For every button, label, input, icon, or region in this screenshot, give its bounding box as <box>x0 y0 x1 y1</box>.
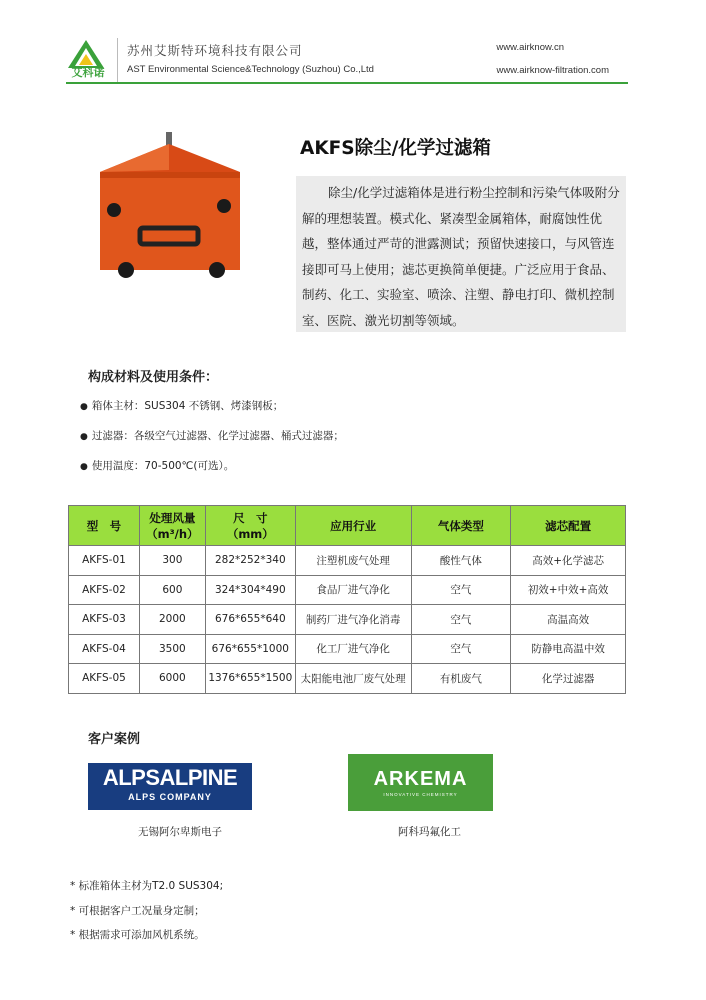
table-row <box>69 664 626 694</box>
product-description: 除尘/化学过滤箱体是进行粉尘控制和污染气体吸附分解的理想装置。模式化、紧凑型金属箱体，耐腐蚀性优越，整体通过严苛的泄露测试；预留快速接口，与风管连接即可马上使用；滤芯更换简单便捷。广泛应用于食品、制药、化工、实验室、喷涂、注塑、静电打印、微机控制室、医院、激光切割等领域。 <box>296 176 626 332</box>
table-row <box>69 634 626 664</box>
cell-industry: 化工厂进气净化 <box>295 634 411 664</box>
clients-title: 客户案例 <box>88 732 141 747</box>
header-gas-type: 气体类型 <box>411 506 511 546</box>
spec-table <box>68 505 626 694</box>
cell-size: 282*252*340 <box>205 546 295 576</box>
materials-title: 构成材料及使用条件： <box>88 370 219 385</box>
table-header-row <box>69 506 626 546</box>
arkema-logo <box>348 754 493 811</box>
cell-size: 676*655*640 <box>205 605 295 635</box>
arkema-logo-sub: INNOVATIVE CHEMISTRY <box>383 792 458 797</box>
company-name-cn: 苏州艾斯特环境科技有限公司 <box>127 43 303 58</box>
company-name-en: AST Environmental Science&Technology (Suzhou) Co.,Ltd <box>127 64 374 75</box>
table-row <box>69 575 626 605</box>
product-image <box>90 130 250 290</box>
cell-model: AKFS-05 <box>69 664 140 694</box>
header-rule <box>66 82 628 84</box>
materials-item: ● 箱体主材：SUS304 不锈钢、烤漆钢板； <box>80 400 284 412</box>
alps-logo-main: ALPSALPINE <box>102 765 238 790</box>
alps-logo <box>88 763 252 810</box>
cell-model: AKFS-03 <box>69 605 140 635</box>
alps-caption: 无锡阿尔卑斯电子 <box>138 826 222 838</box>
header-size: 尺 寸 （mm） <box>205 506 295 546</box>
bullet-icon: ● <box>80 462 88 472</box>
cell-size: 324*304*490 <box>205 575 295 605</box>
bullet-icon: ● <box>80 402 88 412</box>
website-filtration-link[interactable]: www.airknow-filtration.com <box>496 65 609 76</box>
cell-airflow: 300 <box>139 546 205 576</box>
cell-model: AKFS-04 <box>69 634 140 664</box>
materials-item: ● 使用温度：70-500℃(可选）。 <box>80 460 235 472</box>
logo-text: 艾科诺 <box>71 66 105 79</box>
arkema-caption: 阿科玛氟化工 <box>398 826 461 838</box>
website-link[interactable]: www.airknow.cn <box>496 42 564 53</box>
header-divider <box>117 38 118 82</box>
cell-gas-type: 空气 <box>411 605 511 635</box>
cell-airflow: 600 <box>139 575 205 605</box>
arkema-logo-main: ARKEMA <box>373 768 468 790</box>
cell-filter-config: 化学过滤器 <box>511 664 626 694</box>
cell-filter-config: 初效+中效+高效 <box>511 575 626 605</box>
materials-item: ● 过滤器：各级空气过滤器、化学过滤器、桶式过滤器； <box>80 430 344 442</box>
cell-gas-type: 酸性气体 <box>411 546 511 576</box>
cell-airflow: 2000 <box>139 605 205 635</box>
table-row <box>69 605 626 635</box>
header-airflow: 处理风量 （m³/h） <box>139 506 205 546</box>
cell-filter-config: 防静电高温中效 <box>511 634 626 664</box>
alps-logo-sub: ALPS COMPANY <box>128 792 212 802</box>
cell-airflow: 6000 <box>139 664 205 694</box>
header-model: 型 号 <box>69 506 140 546</box>
table-row <box>69 546 626 576</box>
cell-filter-config: 高效+化学滤芯 <box>511 546 626 576</box>
product-title: AKFS除尘/化学过滤箱 <box>300 138 491 159</box>
cell-gas-type: 有机废气 <box>411 664 511 694</box>
cell-gas-type: 空气 <box>411 634 511 664</box>
cell-filter-config: 高温高效 <box>511 605 626 635</box>
cell-size: 676*655*1000 <box>205 634 295 664</box>
header-filter-config: 滤芯配置 <box>511 506 626 546</box>
note-item: * 标准箱体主材为T2.0 SUS304; <box>70 880 224 892</box>
cell-industry: 制药厂进气净化消毒 <box>295 605 411 635</box>
cell-model: AKFS-01 <box>69 546 140 576</box>
note-item: * 可根据客户工况量身定制； <box>70 905 205 917</box>
cell-gas-type: 空气 <box>411 575 511 605</box>
cell-industry: 注塑机废气处理 <box>295 546 411 576</box>
bullet-icon: ● <box>80 432 88 442</box>
cell-model: AKFS-02 <box>69 575 140 605</box>
header-industry: 应用行业 <box>295 506 411 546</box>
cell-airflow: 3500 <box>139 634 205 664</box>
cell-industry: 太阳能电池厂废气处理 <box>295 664 411 694</box>
note-item: * 根据需求可添加风机系统。 <box>70 929 205 941</box>
cell-size: 1376*655*1500 <box>205 664 295 694</box>
cell-industry: 食品厂进气净化 <box>295 575 411 605</box>
